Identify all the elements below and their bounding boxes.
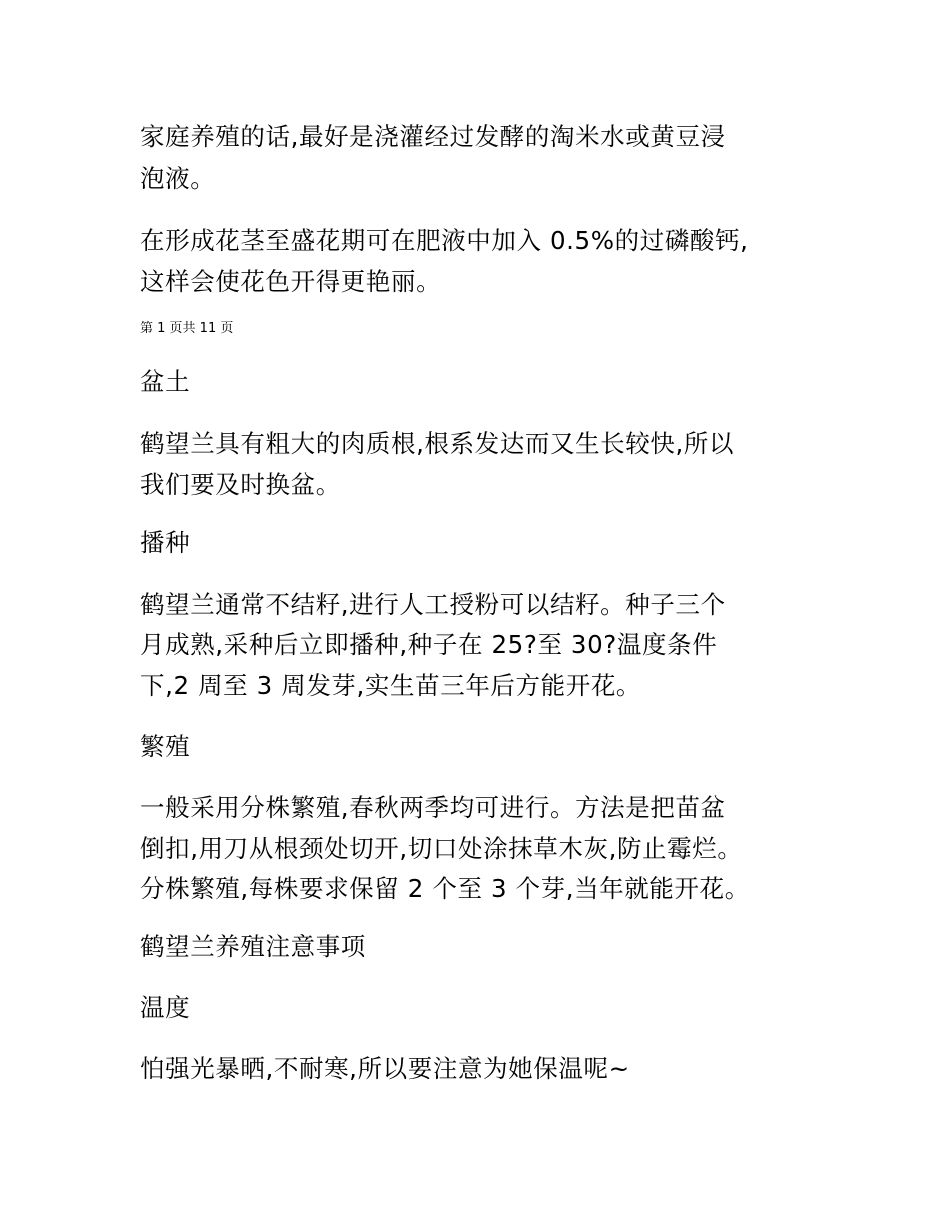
paragraph-line: 鹤望兰具有粗大的肉质根,根系发达而又生长较快,所以 <box>140 429 735 458</box>
page-footer: 第 1 页共 11 页 <box>140 321 234 336</box>
paragraph-line: 月成熟,采种后立即播种,种子在 25?至 30?温度条件 <box>140 630 718 659</box>
paragraph-line: 怕强光暴晒,不耐寒,所以要注意为她保温呢~ <box>140 1054 630 1083</box>
paragraph-line: 这样会使花色开得更艳丽。 <box>140 267 442 296</box>
paragraph-line: 家庭养殖的话,最好是浇灌经过发酵的淘米水或黄豆浸 <box>140 122 726 151</box>
section-heading-temperature: 温度 <box>140 993 191 1022</box>
section-heading-notes: 鹤望兰养殖注意事项 <box>140 932 366 961</box>
paragraph-line: 下,2 周至 3 周发芽,实生苗三年后方能开花。 <box>140 671 642 700</box>
paragraph-line: 倒扣,用刀从根颈处切开,切口处涂抹草木灰,防止霉烂。 <box>140 834 743 863</box>
paragraph-line: 分株繁殖,每株要求保留 2 个至 3 个芽,当年就能开花。 <box>140 874 750 903</box>
paragraph-line: 我们要及时换盆。 <box>140 470 341 499</box>
paragraph-line: 在形成花茎至盛花期可在肥液中加入 0.5%的过磷酸钙, <box>140 226 749 255</box>
paragraph-line: 鹤望兰通常不结籽,进行人工授粉可以结籽。种子三个 <box>140 590 726 619</box>
paragraph-line: 泡液。 <box>140 164 216 193</box>
section-heading-propagation: 繁殖 <box>140 732 191 761</box>
section-heading-soil: 盆土 <box>140 367 191 396</box>
section-heading-sowing: 播种 <box>140 528 191 557</box>
paragraph-line: 一般采用分株繁殖,春秋两季均可进行。方法是把苗盆 <box>140 793 726 822</box>
